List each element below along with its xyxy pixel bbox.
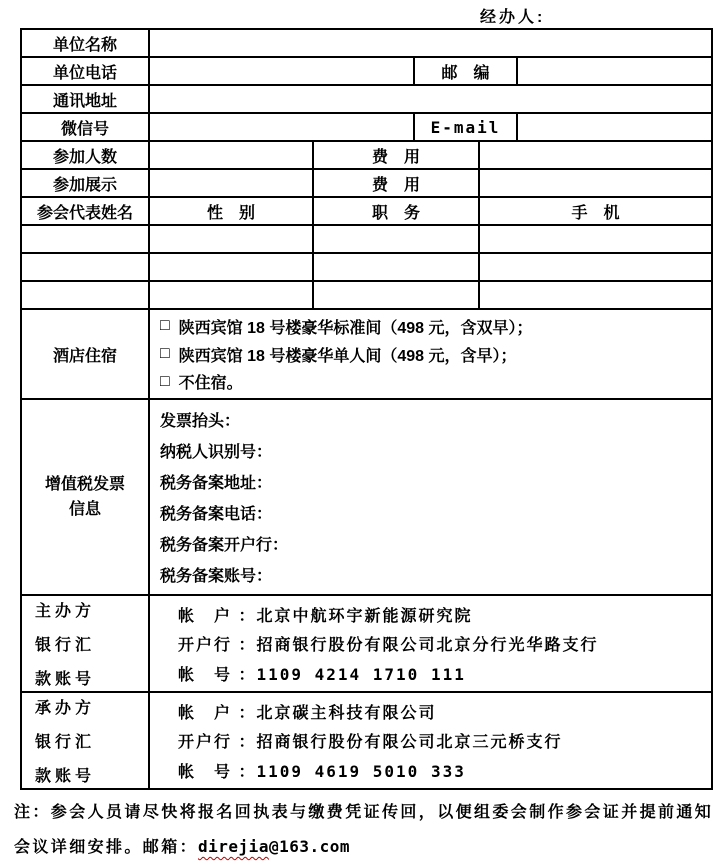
unit-phone-label: 单位电话 bbox=[22, 58, 150, 84]
delegate-name-header: 参会代表姓名 bbox=[22, 198, 150, 224]
bank-branch-label: 开户行 ： bbox=[178, 637, 257, 654]
organizer-bank-label-line: 款账号 bbox=[35, 671, 96, 688]
delegate-name-input[interactable] bbox=[22, 226, 150, 252]
exhibition-fee-label: 费 用 bbox=[314, 170, 480, 196]
table-row-exhibition bbox=[22, 170, 711, 198]
checkbox-icon[interactable]: □ bbox=[160, 317, 170, 335]
undertaker-bank-label-line: 承办方 bbox=[35, 700, 96, 717]
table-row-participants bbox=[22, 142, 711, 170]
delegate-position-input[interactable] bbox=[314, 282, 480, 308]
organizer-account-number bbox=[178, 662, 466, 685]
bank-branch-value: 招商银行股份有限公司北京三元桥支行 bbox=[256, 734, 563, 751]
checkbox-icon[interactable]: □ bbox=[160, 372, 170, 390]
hotel-option-none bbox=[160, 370, 243, 393]
email-input[interactable] bbox=[518, 114, 711, 140]
note-line1: 注：参会人员请尽快将报名回执表与缴费凭证传回，以便组委会制作参会证并提前通知 bbox=[14, 804, 714, 821]
email-domain-part: @163.com bbox=[268, 837, 351, 856]
undertaker-bank-label bbox=[22, 693, 150, 788]
exhibition-input[interactable] bbox=[150, 170, 314, 196]
hotel-option-single bbox=[160, 343, 517, 366]
delegate-mobile-input[interactable] bbox=[480, 282, 711, 308]
undertaker-bank-details bbox=[150, 693, 711, 788]
delegate-position-header: 职 务 bbox=[314, 198, 480, 224]
account-holder-label: 帐 户 ： bbox=[178, 704, 257, 722]
table-row-vat bbox=[22, 400, 711, 596]
delegate-name-input[interactable] bbox=[22, 282, 150, 308]
organizer-bank-details bbox=[150, 596, 711, 691]
delegate-mobile-header: 手 机 bbox=[571, 204, 620, 222]
table-row-unit-name bbox=[22, 30, 711, 58]
vat-label-line2: 信息 bbox=[68, 501, 101, 518]
table-row-undertaker-bank bbox=[22, 693, 711, 788]
account-number-value: 1109 4214 1710 111 bbox=[256, 664, 466, 684]
vat-label bbox=[22, 400, 150, 594]
undertaker-bank-label-line: 银行汇 bbox=[35, 734, 96, 751]
hotel-options bbox=[150, 310, 711, 398]
wechat-label: 微信号 bbox=[22, 114, 150, 140]
footer-note bbox=[14, 796, 721, 865]
delegate-gender-input[interactable] bbox=[150, 226, 314, 252]
delegate-row-2 bbox=[22, 254, 711, 282]
table-row-unit-phone bbox=[22, 58, 711, 86]
account-holder-label: 帐 户 ： bbox=[178, 607, 257, 625]
address-input[interactable] bbox=[150, 86, 711, 112]
vat-tax-bank-label: 税务备案开户行： bbox=[160, 537, 289, 554]
delegate-gender-input[interactable] bbox=[150, 282, 314, 308]
unit-phone-input[interactable] bbox=[150, 58, 415, 84]
delegate-position-input[interactable] bbox=[314, 226, 480, 252]
delegate-row-3 bbox=[22, 282, 711, 310]
undertaker-account-holder bbox=[178, 700, 436, 723]
table-row-delegates-header bbox=[22, 198, 711, 226]
participants-label: 参加人数 bbox=[22, 142, 150, 168]
table-row-address bbox=[22, 86, 711, 114]
unit-name-input[interactable] bbox=[150, 30, 711, 56]
wechat-input[interactable] bbox=[150, 114, 415, 140]
delegate-gender-header: 性 别 bbox=[150, 198, 314, 224]
delegate-gender-input[interactable] bbox=[150, 254, 314, 280]
delegate-row-1 bbox=[22, 226, 711, 254]
exhibition-fee-input[interactable] bbox=[480, 170, 711, 196]
contact-email bbox=[198, 837, 350, 856]
organizer-bank-label bbox=[22, 596, 150, 691]
hotel-option-standard bbox=[160, 315, 533, 338]
organizer-bank-branch bbox=[178, 632, 598, 655]
delegate-mobile-input[interactable] bbox=[480, 226, 711, 252]
vat-tax-address-label: 税务备案地址： bbox=[160, 475, 273, 492]
vat-invoice-title-label: 发票抬头： bbox=[160, 413, 241, 430]
participants-input[interactable] bbox=[150, 142, 314, 168]
handler-label: 经办人: bbox=[480, 9, 546, 26]
account-number-value: 1109 4619 5010 333 bbox=[256, 761, 466, 781]
vat-fields bbox=[150, 400, 711, 594]
account-number-label: 帐 号 ： bbox=[178, 666, 257, 684]
email-spellcheck-part: direjia bbox=[198, 837, 269, 856]
delegate-mobile-input[interactable] bbox=[480, 254, 711, 280]
checkbox-icon[interactable]: □ bbox=[160, 345, 170, 362]
table-row-organizer-bank bbox=[22, 596, 711, 693]
note-line2 bbox=[14, 830, 721, 865]
vat-tax-account-label: 税务备案账号： bbox=[160, 568, 273, 585]
account-holder-value: 北京碳主科技有限公司 bbox=[256, 704, 437, 722]
table-row-wechat bbox=[22, 114, 711, 142]
note-line2-prefix: 会议详细安排。邮箱： bbox=[14, 839, 199, 856]
bank-branch-value: 招商银行股份有限公司北京分行光华路支行 bbox=[256, 637, 599, 654]
participants-fee-input[interactable] bbox=[480, 142, 711, 168]
email-label: E-mail bbox=[415, 114, 518, 140]
postal-code-input[interactable] bbox=[518, 58, 711, 84]
vat-tax-phone-label: 税务备案电话： bbox=[160, 506, 273, 523]
participants-fee-label: 费 用 bbox=[314, 142, 480, 168]
postal-code-label: 邮 编 bbox=[415, 58, 518, 84]
undertaker-bank-label-line: 款账号 bbox=[35, 768, 96, 785]
unit-name-label: 单位名称 bbox=[22, 30, 150, 56]
organizer-bank-label-line: 主办方 bbox=[35, 603, 96, 620]
hotel-option-text: 陕西宾馆 18 号楼豪华单人间（498 元，含早）； bbox=[178, 347, 517, 365]
address-label: 通讯地址 bbox=[22, 86, 150, 112]
account-number-label: 帐 号 ： bbox=[178, 763, 257, 781]
vat-label-line1: 增值税发票 bbox=[44, 476, 125, 493]
delegate-name-input[interactable] bbox=[22, 254, 150, 280]
organizer-account-holder bbox=[178, 603, 472, 626]
hotel-option-text: 不住宿。 bbox=[178, 375, 243, 393]
hotel-option-text: 陕西宾馆 18 号楼豪华标准间（498 元，含双早）； bbox=[178, 319, 533, 337]
registration-table bbox=[20, 28, 713, 790]
hotel-label: 酒店住宿 bbox=[22, 310, 150, 398]
vat-taxpayer-id-label: 纳税人识别号： bbox=[160, 444, 273, 461]
exhibition-label: 参加展示 bbox=[22, 170, 150, 196]
organizer-bank-label-line: 银行汇 bbox=[35, 637, 96, 654]
undertaker-bank-branch bbox=[178, 729, 562, 752]
table-row-hotel bbox=[22, 310, 711, 400]
delegate-position-input[interactable] bbox=[314, 254, 480, 280]
undertaker-account-number bbox=[178, 759, 466, 782]
bank-branch-label: 开户行 ： bbox=[178, 734, 257, 751]
account-holder-value: 北京中航环宇新能源研究院 bbox=[256, 607, 473, 625]
